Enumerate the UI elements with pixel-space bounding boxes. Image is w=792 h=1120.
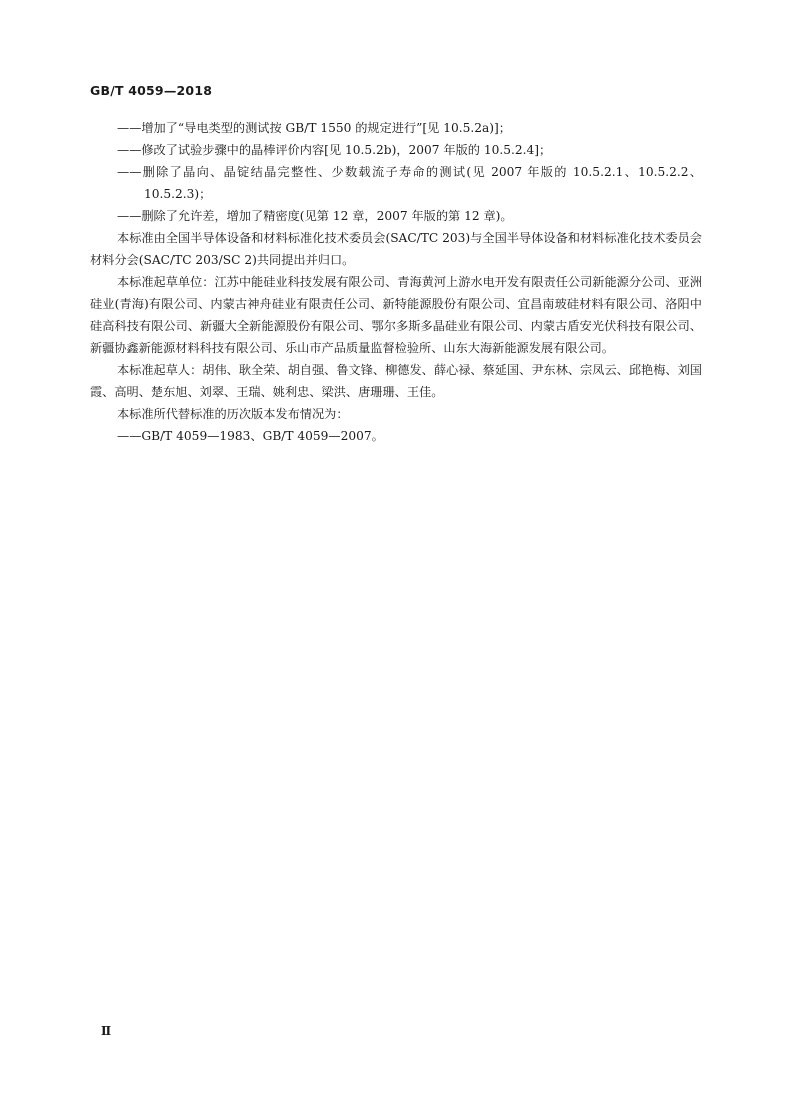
page-number: Ⅱ [101,1024,112,1038]
history-versions-item: ——GB/T 4059—1983、GB/T 4059—2007。 [117,429,384,443]
change-item-4: ——删除了允许差，增加了精密度(见第 12 章，2007 年版的第 12 章)。 [117,209,513,223]
change-item-3: ——删除了晶向、晶锭结晶完整性、少数载流子寿命的测试(见 2007 年版的 10.5.2.1、10.5.2.2、10.5.2.3)； [117,165,702,201]
change-item-2: ——修改了试验步骤中的晶棒评价内容[见 10.5.2b)，2007 年版的 10.5.2.4]； [117,143,552,157]
standard-number-header: GB/T 4059—2018 [90,83,213,98]
history-intro-paragraph: 本标准所代替标准的历次版本发布情况为： [117,407,349,421]
proposed-by-paragraph: 本标准由全国半导体设备和材料标准化技术委员会(SAC/TC 203)与全国半导体设备和材料标准化技术委员会材料分会(SAC/TC 203/SC 2)共同提出并归口。 [90,231,702,267]
drafters-paragraph: 本标准起草人：胡伟、耿全荣、胡自强、鲁文锋、柳德发、薛心禄、蔡延国、尹东林、宗凤云、邱艳梅、刘国霞、高明、楚东旭、刘翠、王瑞、姚利忠、梁洪、唐珊珊、王佳。 [90,363,702,399]
drafting-units-paragraph: 本标准起草单位：江苏中能硅业科技发展有限公司、青海黄河上游水电开发有限责任公司新能源分公司、亚洲硅业(青海)有限公司、内蒙古神舟硅业有限责任公司、新特能源股份有限公司、宜昌南玻硅材料有限公司、洛阳中硅高科技有限公司、新疆大全新能源股份有限公司、鄂尔多斯多晶硅业有限公司、内蒙古盾安光伏科技有限公司、新疆协鑫新能源材料科技有限公司、乐山市产品质量监督检验所、山东大海新能源发展有限公司。 [90,275,702,355]
foreword-content [90,117,702,447]
change-item-1: ——增加了“导电类型的测试按 GB/T 1550 的规定进行”[见 10.5.2a)]； [117,121,511,135]
